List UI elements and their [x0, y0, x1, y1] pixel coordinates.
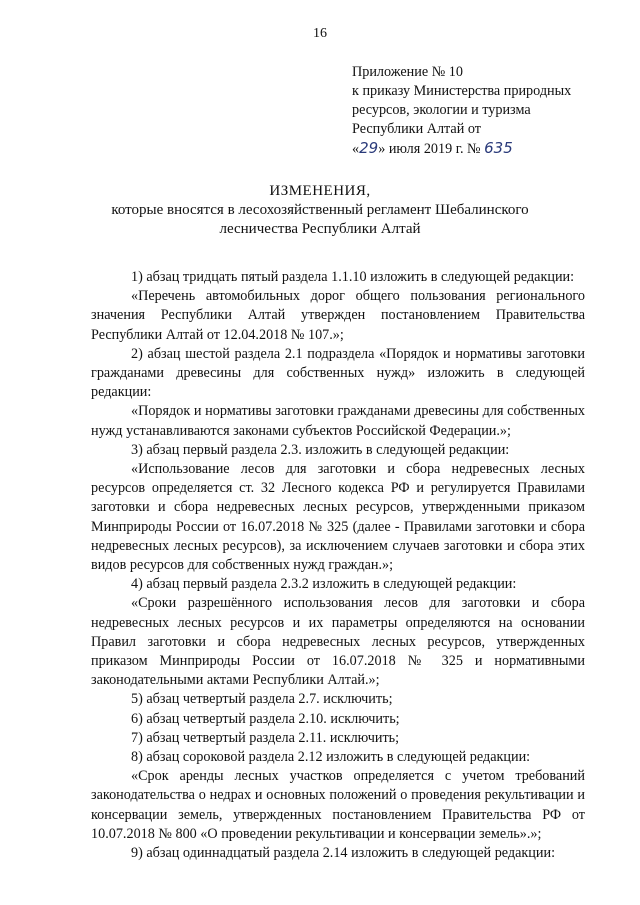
- handwritten-order-number: 635: [484, 139, 513, 157]
- paragraph: «Использование лесов для заготовки и сбора недревесных лесных ресурсов определяется ст. 32 Лесного кодекса РФ и регулируется Правилами заготовки и сбора недревесных лесных ресурсов, утвержденными приказом Минприроды России от 16.07.2018 № 325 (далее - Правилами заготовки и сбора недревесных лесных ресурсов), за исключением случаев заготовки и сбора этих видов ресурсов для собственных нужд граждан.»;: [91, 461, 585, 574]
- appendix-line: Республики Алтай от: [352, 121, 481, 137]
- paragraph: 8) абзац сороковой раздела 2.12 изложить в следующей редакции:: [131, 749, 531, 766]
- paragraph: «Срок аренды лесных участков определяется с учетом требований законодательства о недрах и основных положений о проведения рекультивации и консервации земель, утвержденных постановлением Правительства РФ от 10.07.2018 № 800 «О проведении рекультивации и консервации земель».»;: [91, 768, 585, 842]
- paragraph: 5) абзац четвертый раздела 2.7. исключить;: [131, 691, 393, 708]
- paragraph: 2) абзац шестой раздела 2.1 подраздела «Порядок и нормативы заготовки гражданами древесины для собственных нужд» изложить в следующей редакции:: [91, 345, 585, 401]
- paragraph: 6) абзац четвертый раздела 2.10. исключить;: [131, 710, 400, 727]
- appendix-date-line: [352, 139, 622, 159]
- date-prefix: «: [352, 141, 360, 157]
- paragraph: «Сроки разрешённого использования лесов для заготовки и сбора недревесных лесных ресурсов и их параметры определяются на основании Правил заготовки и сбора недревесных лесных ресурсов, утвержденных приказом Минприроды России от 16.07.2018 № 325 и нормативными законодательными актами Республики Алтай.»;: [91, 595, 585, 689]
- appendix-line: ресурсов, экологии и туризма: [352, 102, 531, 118]
- document-body: [91, 268, 585, 863]
- paragraph: 7) абзац четвертый раздела 2.11. исключить;: [131, 729, 400, 746]
- handwritten-day: 29: [359, 139, 379, 157]
- title-heading: ИЗМЕНЕНИЯ,: [269, 183, 371, 199]
- document-title: [0, 182, 640, 239]
- date-suffix: » июля 2019 г. №: [378, 141, 481, 157]
- appendix-line: Приложение № 10: [352, 64, 463, 80]
- paragraph: 9) абзац одиннадцатый раздела 2.14 изложить в следующей редакции:: [131, 845, 556, 862]
- title-subline: лесничества Республики Алтай: [219, 221, 421, 237]
- page-number: 16: [313, 26, 327, 41]
- paragraph: 1) абзац тридцать пятый раздела 1.1.10 изложить в следующей редакции:: [131, 269, 575, 285]
- appendix-block: [352, 63, 622, 159]
- paragraph: 4) абзац первый раздела 2.3.2 изложить в следующей редакции:: [131, 576, 517, 593]
- paragraph: «Порядок и нормативы заготовки гражданами древесины для собственных нужд устанавливаются законами субъектов Российской Федерации.»;: [91, 403, 585, 439]
- title-subline: которые вносятся в лесохозяйственный регламент Шебалинского: [111, 202, 529, 218]
- appendix-line: к приказу Министерства природных: [352, 83, 572, 99]
- paragraph: «Перечень автомобильных дорог общего пользования регионального значения Республики Алтай утвержден постановлением Правительства Республики Алтай от 12.04.2018 № 107.»;: [91, 288, 585, 343]
- paragraph: 3) абзац первый раздела 2.3. изложить в следующей редакции:: [131, 441, 510, 458]
